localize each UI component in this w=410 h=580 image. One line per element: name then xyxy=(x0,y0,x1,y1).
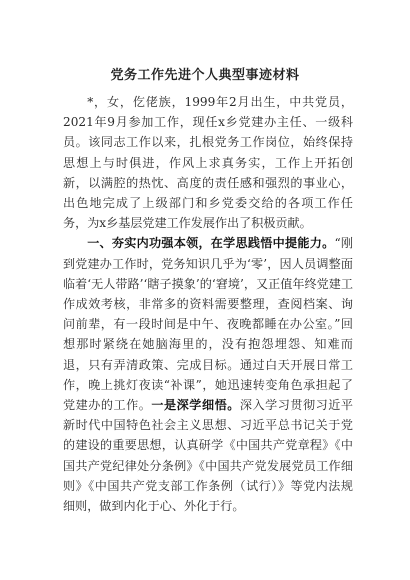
intro-paragraph: *，女，仡佬族，1999年2月出生，中共党员，2021年9月参加工作，现任x乡党建办主任、一级科员。该同志工作以来，扎根党务工作岗位，始终保持思想上与时俱进，作风上求真务实，工作上开拓创新，以满腔的热忱、高度的责任感和强烈的事业心，出色地完成了上级部门和乡党委交给的各项工作任务，为x乡基层党建工作发展作出了积极贡献。 xyxy=(63,95,353,231)
section-1-sub-heading: 一是深学细悟。 xyxy=(151,398,240,413)
section-1-text: “刚到党建办工作时，党务知识几乎为‘零’，因人员调整面临着‘无人带路’‘瞎子摸象’的‘窘境’，又正值年终党建工作成效考核，非常多的资料需要整理，查阅档案、询问前辈，有一段时间是中午、夜晚都睡在办公室。”回想那时紧绕在她脑海里的，没有抱怨埋怨、知难而退，只有弄清政策、完成目标。通过白天开展日常工作，晚上挑灯夜读“补课”，她迅速转变角色承担起了党建办的工作。 xyxy=(63,236,353,413)
section-1-heading: 一、夯实内功强本领，在学思践悟中提能力。 xyxy=(87,236,335,251)
section-1-sub-text: 深入学习贯彻习近平新时代中国特色社会主义思想、习近平总书记关于党的建设的重要思想，认真研学《中国共产党章程》《中国共产党纪律处分条例》《中国共产党发展党员工作细则》《中国共产党支部工作条例（试行）》等党内法规细则，做到内化于心、外化于行。 xyxy=(63,398,353,514)
document-title: 党务工作先进个人典型事迹材料 xyxy=(110,68,300,83)
document-body xyxy=(63,92,353,516)
section-1-paragraph xyxy=(63,233,353,516)
